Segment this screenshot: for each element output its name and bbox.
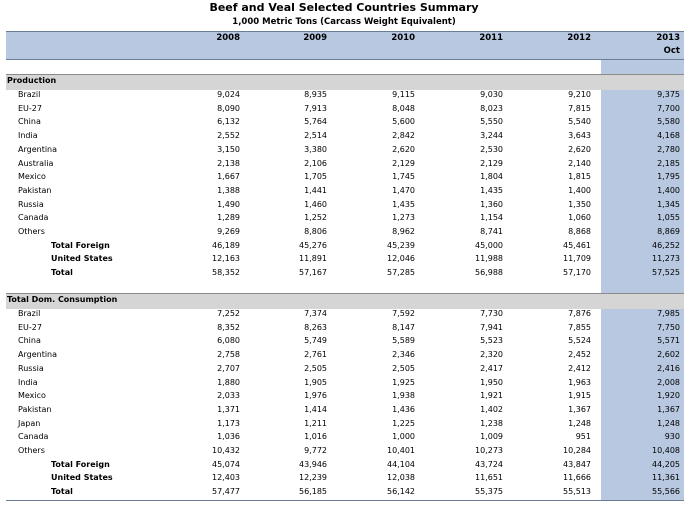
cell-value: 1,880 <box>217 377 240 387</box>
cell-value: 1,248 <box>568 418 591 428</box>
cell-value: 8,048 <box>392 103 415 113</box>
table-row <box>0 213 688 227</box>
cell-value: 7,985 <box>657 309 680 318</box>
cell-value: 56,185 <box>299 487 327 497</box>
cell-value: 2,140 <box>568 158 591 168</box>
cell-value: 1,436 <box>392 404 415 414</box>
column-header-year: 2010 <box>391 33 415 43</box>
cell-value: 1,360 <box>480 199 503 209</box>
table-row <box>0 405 688 419</box>
cell-value: 1,938 <box>392 391 415 401</box>
cell-value: 12,046 <box>387 254 415 264</box>
cell-value: 8,869 <box>657 227 680 236</box>
table-row <box>0 254 688 268</box>
table-row <box>0 241 688 255</box>
column-header-year: 2012 <box>567 33 591 43</box>
cell-value: 2,416 <box>657 363 680 373</box>
cell-value: 11,709 <box>563 254 591 264</box>
cell-value: 1,371 <box>217 404 240 414</box>
cell-value: 1,367 <box>568 404 591 414</box>
cell-value: 46,189 <box>212 240 240 250</box>
cell-value: 45,461 <box>563 240 591 250</box>
table-row <box>0 186 688 200</box>
cell-value: 1,036 <box>217 432 240 442</box>
cell-value: 2,707 <box>217 363 240 373</box>
cell-value: 1,815 <box>568 172 591 182</box>
cell-value: 10,408 <box>652 446 680 455</box>
cell-value: 2,780 <box>657 144 680 154</box>
cell-value: 9,375 <box>657 90 680 99</box>
cell-value: 1,009 <box>480 432 503 442</box>
table-row <box>0 432 688 446</box>
cell-value: 9,210 <box>568 90 591 99</box>
row-label: United States <box>51 254 113 264</box>
column-header-subtitle: Oct <box>663 46 680 56</box>
cell-value: 57,525 <box>652 268 680 278</box>
cell-value: 6,080 <box>217 336 240 346</box>
cell-value: 6,132 <box>217 117 240 127</box>
cell-value: 2,761 <box>304 350 327 360</box>
cell-value: 8,741 <box>480 227 503 236</box>
cell-value: 1,225 <box>392 418 415 428</box>
table-row <box>0 446 688 460</box>
cell-value: 1,414 <box>304 404 327 414</box>
row-label: Australia <box>18 158 54 168</box>
cell-value: 1,273 <box>392 213 415 223</box>
column-header-year: 2013 <box>656 33 680 43</box>
cell-value: 1,460 <box>304 199 327 209</box>
cell-value: 7,913 <box>304 103 327 113</box>
cell-value: 1,976 <box>304 391 327 401</box>
cell-value: 1,402 <box>480 404 503 414</box>
cell-value: 43,946 <box>299 459 327 469</box>
cell-value: 1,367 <box>657 404 680 414</box>
cell-value: 45,239 <box>387 240 415 250</box>
table-row <box>0 145 688 159</box>
cell-value: 5,523 <box>480 336 503 346</box>
cell-value: 10,284 <box>563 446 591 455</box>
row-label: Mexico <box>18 391 46 401</box>
cell-value: 11,651 <box>475 473 503 483</box>
cell-value: 1,350 <box>568 199 591 209</box>
row-label: China <box>18 117 41 127</box>
cell-value: 3,150 <box>217 144 240 154</box>
cell-value: 8,962 <box>392 227 415 236</box>
cell-value: 12,403 <box>212 473 240 483</box>
table-row <box>0 336 688 350</box>
row-label: EU-27 <box>18 103 42 113</box>
cell-value: 57,285 <box>387 268 415 278</box>
table-row <box>0 90 688 104</box>
cell-value: 5,589 <box>392 336 415 346</box>
cell-value: 46,252 <box>652 240 680 250</box>
cell-value: 2,129 <box>480 158 503 168</box>
cell-value: 8,806 <box>304 227 327 236</box>
table-row <box>0 323 688 337</box>
table-row <box>0 309 688 323</box>
row-label: China <box>18 336 41 346</box>
table-row <box>0 159 688 173</box>
cell-value: 2,412 <box>568 363 591 373</box>
row-label: Others <box>18 446 45 455</box>
cell-value: 3,643 <box>568 131 591 141</box>
row-label: Brazil <box>18 309 41 318</box>
table-row <box>0 200 688 214</box>
cell-value: 7,374 <box>304 309 327 318</box>
cell-value: 5,540 <box>568 117 591 127</box>
section-label: Total Dom. Consumption <box>7 295 118 304</box>
table-row <box>0 350 688 364</box>
cell-value: 57,170 <box>563 268 591 278</box>
cell-value: 1,921 <box>480 391 503 401</box>
cell-value: 12,038 <box>387 473 415 483</box>
cell-value: 1,060 <box>568 213 591 223</box>
cell-value: 7,876 <box>568 309 591 318</box>
cell-value: 1,950 <box>480 377 503 387</box>
row-label: Total Foreign <box>51 459 110 469</box>
cell-value: 8,263 <box>304 322 327 332</box>
table-row <box>0 460 688 474</box>
cell-value: 1,252 <box>304 213 327 223</box>
cell-value: 5,600 <box>392 117 415 127</box>
table-row <box>0 378 688 392</box>
cell-value: 7,252 <box>217 309 240 318</box>
cell-value: 9,024 <box>217 90 240 99</box>
cell-value: 1,400 <box>657 185 680 195</box>
cell-value: 5,571 <box>657 336 680 346</box>
cell-value: 11,273 <box>652 254 680 264</box>
table-row <box>0 227 688 241</box>
row-label: EU-27 <box>18 322 42 332</box>
cell-value: 8,023 <box>480 103 503 113</box>
row-label: Russia <box>18 199 44 209</box>
cell-value: 1,211 <box>304 418 327 428</box>
cell-value: 2,452 <box>568 350 591 360</box>
cell-value: 1,238 <box>480 418 503 428</box>
cell-value: 7,730 <box>480 309 503 318</box>
cell-value: 57,477 <box>212 487 240 497</box>
section-label: Production <box>7 76 57 85</box>
cell-value: 5,550 <box>480 117 503 127</box>
cell-value: 9,269 <box>217 227 240 236</box>
cell-value: 2,505 <box>304 363 327 373</box>
cell-value: 43,724 <box>475 459 503 469</box>
cell-value: 2,505 <box>392 363 415 373</box>
cell-value: 2,530 <box>480 144 503 154</box>
cell-value: 10,432 <box>212 446 240 455</box>
cell-value: 2,758 <box>217 350 240 360</box>
cell-value: 8,868 <box>568 227 591 236</box>
cell-value: 8,935 <box>304 90 327 99</box>
row-label: Canada <box>18 432 49 442</box>
cell-value: 7,941 <box>480 322 503 332</box>
row-label: United States <box>51 473 113 483</box>
row-label: Japan <box>18 418 41 428</box>
cell-value: 1,000 <box>392 432 415 442</box>
table-row <box>0 419 688 433</box>
table-row <box>0 487 688 501</box>
cell-value: 11,891 <box>299 254 327 264</box>
cell-value: 11,361 <box>652 473 680 483</box>
cell-value: 10,401 <box>387 446 415 455</box>
row-label: Canada <box>18 213 49 223</box>
cell-value: 1,055 <box>657 213 680 223</box>
cell-value: 1,173 <box>217 418 240 428</box>
cell-value: 55,513 <box>563 487 591 497</box>
cell-value: 1,490 <box>217 199 240 209</box>
cell-value: 1,963 <box>568 377 591 387</box>
row-label: Total <box>51 268 73 278</box>
cell-value: 1,435 <box>480 185 503 195</box>
cell-value: 2,552 <box>217 131 240 141</box>
cell-value: 12,163 <box>212 254 240 264</box>
cell-value: 11,666 <box>563 473 591 483</box>
cell-value: 5,749 <box>304 336 327 346</box>
cell-value: 8,352 <box>217 322 240 332</box>
table-row <box>0 172 688 186</box>
table-row <box>0 117 688 131</box>
cell-value: 8,147 <box>392 322 415 332</box>
cell-value: 930 <box>664 432 680 442</box>
cell-value: 2,008 <box>657 377 680 387</box>
cell-value: 3,244 <box>480 131 503 141</box>
cell-value: 44,104 <box>387 459 415 469</box>
cell-value: 45,000 <box>475 240 503 250</box>
cell-value: 2,033 <box>217 391 240 401</box>
cell-value: 9,772 <box>304 446 327 455</box>
cell-value: 1,289 <box>217 213 240 223</box>
row-label: Pakistan <box>18 404 52 414</box>
cell-value: 55,375 <box>475 487 503 497</box>
cell-value: 1,705 <box>304 172 327 182</box>
row-label: Argentina <box>18 350 58 360</box>
report-subtitle: 1,000 Metric Tons (Carcass Weight Equivalent) <box>232 17 456 27</box>
cell-value: 7,750 <box>657 322 680 332</box>
row-label: Argentina <box>18 144 58 154</box>
section-band <box>6 74 684 90</box>
cell-value: 1,745 <box>392 172 415 182</box>
cell-value: 56,142 <box>387 487 415 497</box>
table-row <box>0 364 688 378</box>
cell-value: 2,106 <box>304 158 327 168</box>
column-header-year: 2011 <box>479 33 503 43</box>
cell-value: 45,276 <box>299 240 327 250</box>
cell-value: 57,167 <box>299 268 327 278</box>
cell-value: 1,154 <box>480 213 503 223</box>
row-label: India <box>18 377 38 387</box>
cell-value: 1,400 <box>568 185 591 195</box>
cell-value: 9,115 <box>392 90 415 99</box>
cell-value: 1,435 <box>392 199 415 209</box>
cell-value: 7,855 <box>568 322 591 332</box>
cell-value: 2,185 <box>657 158 680 168</box>
cell-value: 5,524 <box>568 336 591 346</box>
cell-value: 45,074 <box>212 459 240 469</box>
row-label: Total <box>51 487 73 497</box>
report-title: Beef and Veal Selected Countries Summary <box>209 1 479 14</box>
cell-value: 1,667 <box>217 172 240 182</box>
cell-value: 1,804 <box>480 172 503 182</box>
cell-value: 2,138 <box>217 158 240 168</box>
cell-value: 7,592 <box>392 309 415 318</box>
cell-value: 1,388 <box>217 185 240 195</box>
cell-value: 2,417 <box>480 363 503 373</box>
cell-value: 2,129 <box>392 158 415 168</box>
cell-value: 44,205 <box>652 459 680 469</box>
cell-value: 55,566 <box>652 487 680 497</box>
table-row <box>0 131 688 145</box>
cell-value: 2,320 <box>480 350 503 360</box>
cell-value: 11,988 <box>475 254 503 264</box>
row-label: India <box>18 131 38 141</box>
cell-value: 1,905 <box>304 377 327 387</box>
cell-value: 58,352 <box>212 268 240 278</box>
cell-value: 8,090 <box>217 103 240 113</box>
cell-value: 56,988 <box>475 268 503 278</box>
cell-value: 10,273 <box>475 446 503 455</box>
cell-value: 1,345 <box>657 199 680 209</box>
row-label: Brazil <box>18 90 41 99</box>
cell-value: 3,380 <box>304 144 327 154</box>
cell-value: 7,700 <box>657 103 680 113</box>
cell-value: 1,248 <box>657 418 680 428</box>
cell-value: 1,915 <box>568 391 591 401</box>
row-label: Russia <box>18 363 44 373</box>
table-row <box>0 473 688 487</box>
cell-value: 1,925 <box>392 377 415 387</box>
table-row <box>0 391 688 405</box>
cell-value: 1,441 <box>304 185 327 195</box>
row-label: Pakistan <box>18 185 52 195</box>
cell-value: 2,620 <box>568 144 591 154</box>
table-row <box>0 268 688 282</box>
cell-value: 7,815 <box>568 103 591 113</box>
table-row <box>0 104 688 118</box>
cell-value: 5,580 <box>657 117 680 127</box>
cell-value: 2,514 <box>304 131 327 141</box>
cell-value: 5,764 <box>304 117 327 127</box>
row-label: Total Foreign <box>51 240 110 250</box>
cell-value: 951 <box>575 432 591 442</box>
row-label: Mexico <box>18 172 46 182</box>
cell-value: 12,239 <box>299 473 327 483</box>
cell-value: 2,842 <box>392 131 415 141</box>
cell-value: 1,795 <box>657 172 680 182</box>
column-header-year: 2009 <box>303 33 327 43</box>
row-label: Others <box>18 227 45 236</box>
cell-value: 2,602 <box>657 350 680 360</box>
cell-value: 2,620 <box>392 144 415 154</box>
cell-value: 1,920 <box>657 391 680 401</box>
cell-value: 2,346 <box>392 350 415 360</box>
cell-value: 1,016 <box>304 432 327 442</box>
column-header-year: 2008 <box>216 33 240 43</box>
cell-value: 1,470 <box>392 185 415 195</box>
table-bottom-rule <box>6 500 684 501</box>
cell-value: 9,030 <box>480 90 503 99</box>
cell-value: 43,847 <box>563 459 591 469</box>
cell-value: 4,168 <box>657 131 680 141</box>
